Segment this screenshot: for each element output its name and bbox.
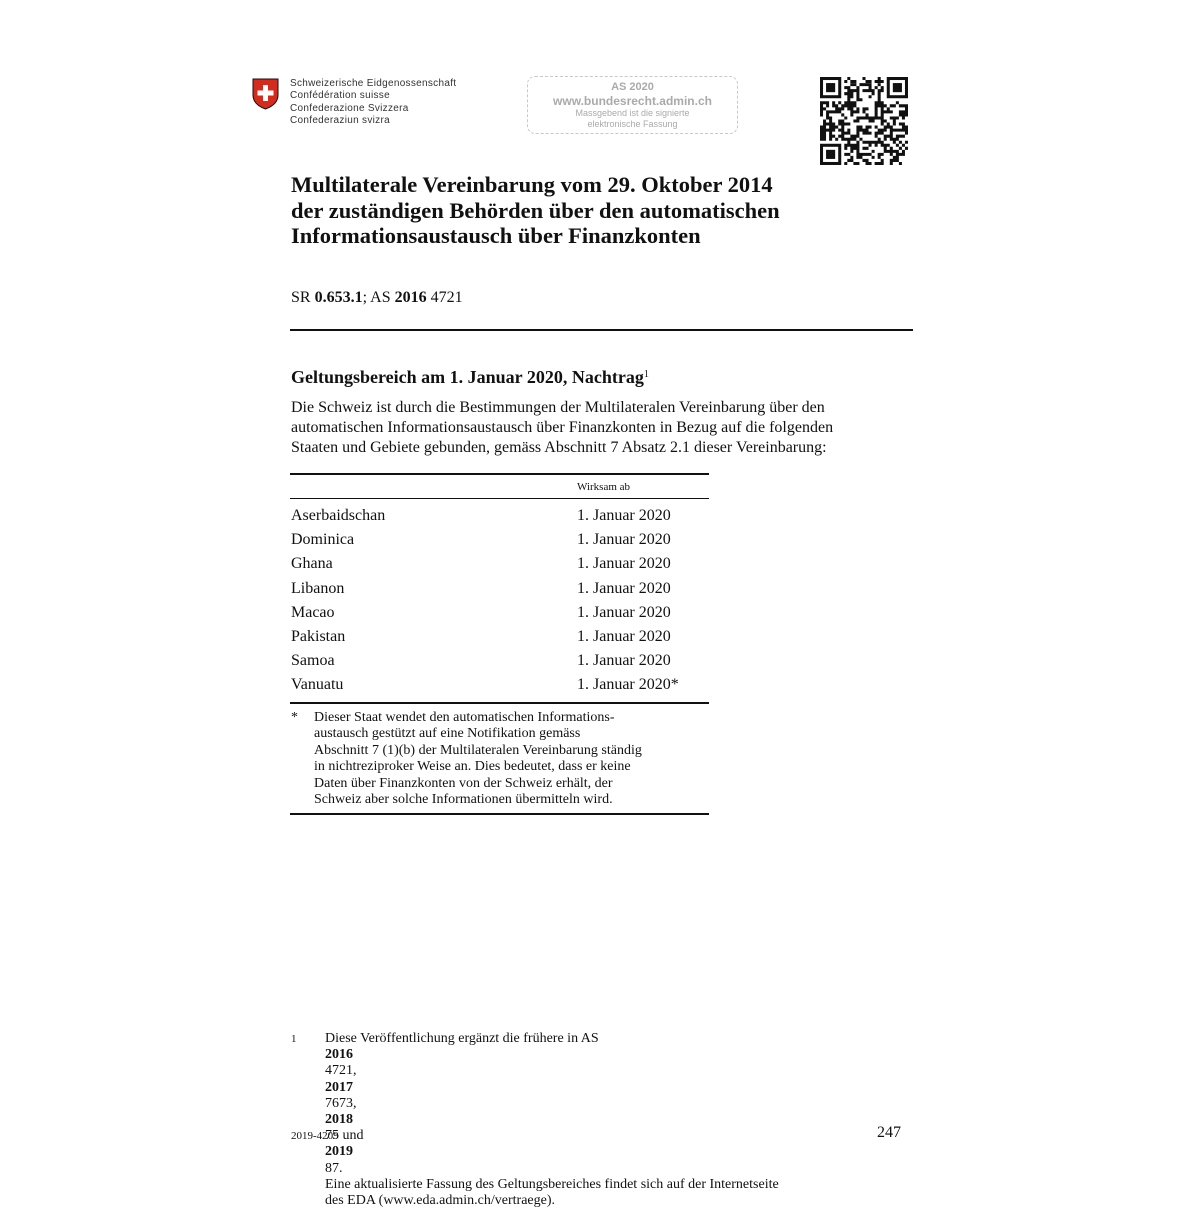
states-table (291, 504, 709, 698)
stamp-note-1: Massgebend ist die signierte (575, 108, 690, 118)
intro-paragraph (291, 398, 911, 458)
state-name: Libanon (291, 579, 345, 597)
document-number: 2019-4209 (291, 1130, 339, 1142)
note-line-5: Daten über Finanzkonten von der Schweiz erhält, der (314, 775, 613, 791)
title-line-3: Informationsaustausch über Finanzkonten (291, 223, 701, 248)
section-heading (291, 367, 649, 388)
stamp-as-label: AS 2020 (611, 81, 654, 93)
table-row (291, 649, 709, 673)
state-name: Dominica (291, 531, 355, 549)
state-name: Ghana (291, 555, 333, 573)
effective-date: 1. Januar 2020 (577, 603, 671, 621)
sr-number: 0.653.1 (314, 289, 363, 306)
stamp-note-2: elektronische Fassung (587, 119, 678, 129)
note-line-3: Abschnitt 7 (1)(b) der Multilateralen Vereinbarung ständig (314, 742, 642, 758)
section-heading-text: Geltungsbereich am 1. Januar 2020, Nachtrag (291, 367, 644, 387)
footnote-page-2018: 75 und (325, 1128, 364, 1144)
intro-line-1: Die Schweiz ist durch die Bestimmungen der Multilateralen Vereinbarung über den (291, 399, 825, 416)
sr-separator: ; AS (362, 289, 395, 306)
document-title (291, 172, 780, 249)
note-line-2: austausch gestützt auf eine Notifikation gemäss (314, 726, 581, 742)
effective-date: 1. Januar 2020 (577, 531, 671, 549)
footnote-year-2017: 2017 (325, 1079, 353, 1095)
footnote-line-3: Eine aktualisierte Fassung des Geltungsbereiches findet sich auf der Internetseite (325, 1176, 779, 1192)
footnote-page-2019: 87. (325, 1160, 343, 1176)
state-name: Macao (291, 603, 335, 621)
note-marker: * (291, 710, 298, 725)
title-line-1: Multilaterale Vereinbarung vom 29. Oktober 2014 (291, 172, 773, 197)
federation-name-rm: Confederaziun svizra (290, 114, 390, 126)
table-row (291, 528, 709, 552)
effective-date: 1. Januar 2020 (577, 652, 671, 670)
effective-date: 1. Januar 2020 (577, 507, 671, 524)
state-name: Aserbaidschan (291, 507, 386, 524)
as-year: 2016 (394, 289, 427, 306)
footnote-text (325, 1031, 895, 1209)
footnote-number: 1 (291, 1033, 297, 1045)
footnote-year-2019: 2019 (325, 1144, 353, 1160)
page-number: 247 (877, 1124, 901, 1141)
table-header-rule (290, 498, 709, 499)
footnote-year-2016: 2016 (325, 1047, 353, 1063)
state-name: Pakistan (291, 627, 346, 645)
footnote-line-4: des EDA (www.eda.admin.ch/vertraege). (325, 1193, 556, 1209)
table-row (291, 552, 709, 576)
footnote-page-2016: 4721, (325, 1063, 357, 1079)
note-line-6: Schweiz aber solche Informationen übermitteln wird. (314, 792, 613, 808)
header-divider (290, 329, 913, 331)
table-row (291, 577, 709, 601)
qr-code (820, 77, 908, 170)
federation-name-fr: Confédération suisse (290, 90, 390, 102)
publication-stamp (527, 76, 738, 134)
swiss-coat-of-arms-logo (252, 78, 279, 115)
table-column-header: Wirksam ab (577, 481, 631, 493)
intro-line-3: Staaten und Gebiete gebunden, gemäss Abschnitt 7 Absatz 2.1 dieser Vereinbarung: (291, 439, 827, 456)
sr-reference (291, 289, 463, 307)
intro-line-2: automatischen Informationsaustausch über Finanzkonten in Bezug auf die folgenden (291, 419, 834, 436)
sr-prefix: SR (291, 289, 315, 306)
state-name: Samoa (291, 652, 335, 670)
effective-date: 1. Januar 2020* (577, 676, 679, 694)
table-body-rule (290, 702, 709, 704)
table-row (291, 601, 709, 625)
federation-name-block (290, 78, 456, 127)
effective-date: 1. Januar 2020 (577, 579, 671, 597)
footnote-part1: Diese Veröffentlichung ergänzt die frühere in AS (325, 1031, 599, 1046)
footnote-ref-link[interactable]: 1 (643, 369, 649, 380)
footnote-line-1 (325, 1031, 895, 1144)
footnote-year-2018: 2018 (325, 1112, 353, 1128)
title-line-2: der zuständigen Behörden über den automatischen (291, 197, 780, 223)
effective-date: 1. Januar 2020 (577, 555, 671, 573)
as-page: 4721 (426, 289, 463, 306)
stamp-url: www.bundesrecht.admin.ch (553, 94, 712, 108)
note-line-1: Dieser Staat wendet den automatischen Informations- (314, 710, 615, 725)
table-row (291, 673, 709, 697)
table-row (291, 504, 709, 528)
table-bottom-rule (290, 813, 709, 815)
effective-date: 1. Januar 2020 (577, 627, 671, 645)
footnote-page-2017: 7673, (325, 1095, 357, 1111)
note-text (314, 710, 724, 808)
federation-name-it: Confederazione Svizzera (290, 102, 409, 114)
state-name: Vanuatu (291, 676, 344, 694)
table-row (291, 625, 709, 649)
table-top-rule (290, 473, 709, 475)
footnote-line-2 (325, 1144, 895, 1176)
federation-name-de: Schweizerische Eidgenossenschaft (290, 78, 457, 89)
note-line-4: in nichtreziproker Weise an. Dies bedeutet, dass er keine (314, 759, 631, 775)
